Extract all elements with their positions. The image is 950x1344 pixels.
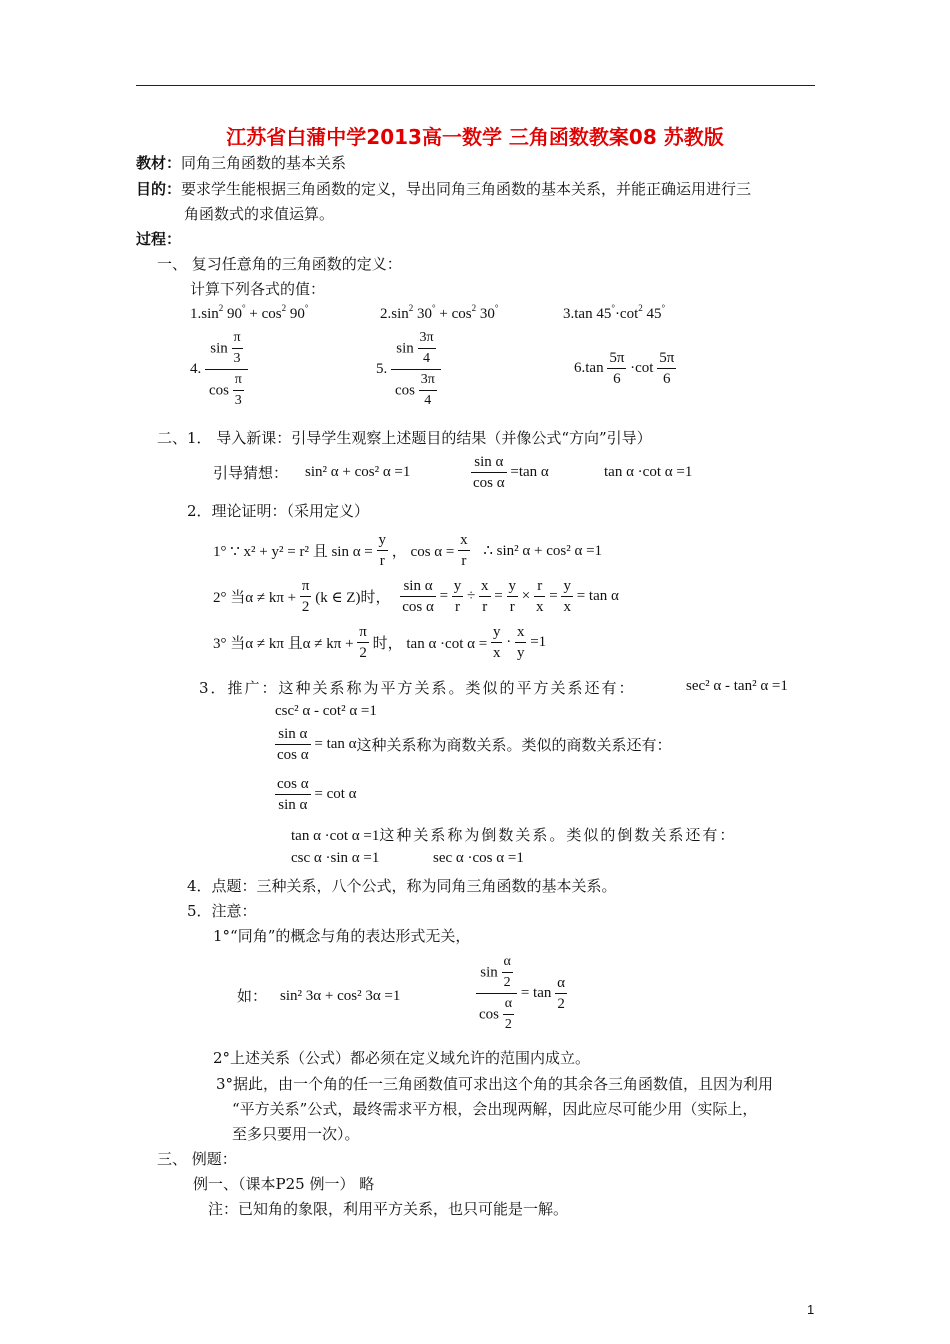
expr-2: $2.\sin^2$ $30^\circ + \cos^2 30^\circ$ (380, 303, 499, 322)
note-3-line-1: 3°据此，由一个角的任一三角函数值可求出这个角的其余各三角函数值，且因为利用 (216, 1075, 774, 1093)
note-1-example-label: 如： (237, 987, 268, 1005)
section-3-heading: 三、 例题： (157, 1150, 237, 1168)
note-2: 2°上述关系（公式）都必须在定义域允许的范围内成立。 (213, 1049, 591, 1067)
goal-label: 目的： (136, 180, 182, 198)
point-summary: 4．点题：三种关系，八个公式，称为同角三角函数的基本关系。 (187, 877, 617, 895)
goal-line (136, 178, 751, 199)
goal-text-2: 角函数式的求值运算。 (184, 205, 335, 223)
expr-6: 6.tan $\frac{5\pi}{6}$ ·cot $\frac{5\pi}{6}$ (574, 350, 675, 387)
gen-formula-1: sec² α - tan² α =1 (686, 678, 788, 694)
section-1-heading: 一、 复习任意角的三角函数的定义： (157, 255, 402, 273)
material-label: 教材： (136, 154, 182, 172)
calc-prompt: 计算下列各式的值： (190, 280, 326, 298)
quotient-relation: $\frac{\text{sin α}}{\text{cos α}}$ = tan α这种关系称为商数关系。类似的商数关系还有： (277, 726, 672, 763)
note-3-line-2: “平方关系”公式，最终需求平方根，会出现两解，因此应尽可能少用（实际上， (232, 1100, 758, 1118)
page-title: 江苏省白蒲中学2013高一数学 三角函数教案08 苏教版 (226, 125, 724, 149)
guess-formula-1: sin² α + cos² α =1 (305, 464, 411, 480)
proof-heading: 2．理论证明：（采用定义） (187, 502, 370, 520)
expr-5: 5. sin $\frac{3\pi}{4}$ cos $\frac{3\pi}{4}$ (376, 328, 441, 411)
reciprocal-formula-2: csc α ·sin α =1 (291, 850, 380, 866)
goal-text-1: 要求学生能根据三角函数的定义，导出同角三角函数的基本关系，并能正确运用进行三 (181, 180, 752, 198)
note-1-formula-1: sin² 3α + cos² 3α =1 (280, 988, 401, 1004)
reciprocal-formula-3: sec α ·cos α =1 (433, 850, 524, 866)
proof-step-3: 3° 当α ≠ kπ 且α ≠ kπ + $\frac{\pi}{2}$ 时， tan α ·cot α = $\frac{y}{x}$ · $\frac{x}{y}$ =1 (213, 624, 547, 661)
example-1-note: 注：已知角的象限，利用平方关系，也只可能是一解。 (208, 1200, 569, 1218)
expr-1: $1.\sin^2$ $90^\circ + \cos^2 90^\circ$ (190, 303, 309, 322)
section-2-heading: 二、1． 导入新课：引导学生观察上述题目的结果（并像公式“方向”引导） (157, 429, 652, 447)
guess-label: 引导猜想： (213, 464, 289, 482)
guess-formula-3: tan α ·cot α =1 (604, 464, 693, 480)
note-3-line-3: 至多只要用一次）。 (232, 1125, 360, 1143)
material-text: 同角三角函数的基本关系 (181, 154, 347, 172)
proof-step-1: 1° ∵ x² + y² = r² 且 sin α = $\frac{y}{r}$ ， cos α = $\frac{x}{r}$ ∴ sin² α + cos² α =1 (213, 532, 603, 569)
process-label: 过程： (136, 230, 182, 248)
expr-4: 4. sin $\frac{\pi}{3}$ cos $\frac{\pi}{3}$ (190, 328, 248, 411)
guess-formula-2: $\frac{\text{sin α}}{\text{cos α}}$ =tan α (473, 454, 549, 491)
reciprocal-formula: tan α ·cot α =1这种关系称为倒数关系。类似的倒数关系还有： (291, 826, 737, 844)
quotient-relation-2: $\frac{\text{cos α}}{\text{sin α}}$ = cot α (277, 776, 357, 813)
expr-3: 3.tan $45^\circ\cdot\cot^2$ 45° (563, 303, 666, 322)
top-rule (136, 85, 815, 86)
gen-formula-2: csc² α - cot² α =1 (275, 703, 377, 719)
generalize-text: 3．推广：这种关系称为平方关系。类似的平方关系还有： (199, 679, 636, 697)
note-1-formula-2: sin $\frac{\alpha}{2}$ cos $\frac{\alpha}{2}$ = tan $\frac{\alpha}{2}$ (476, 952, 567, 1035)
example-1: 例一、（课本P25 例一） 略 (193, 1175, 375, 1193)
page-number: 1 (807, 1302, 815, 1317)
material-line (136, 152, 346, 173)
note-1: 1°“同角”的概念与角的表达形式无关， (213, 927, 471, 945)
proof-step-2: 2° 当α ≠ kπ + $\frac{\pi}{2}$ (k ∈ Z)时， $\frac{\text{sin α}}{\text{cos α}}$ = $\frac{y}{r}$ ÷ $\frac{x}{r}$ = $\frac{y}{r}$ × $\frac{r}{x}$ = $\frac{y}{x}$ = tan α (213, 578, 619, 615)
note-heading: 5．注意： (187, 902, 257, 920)
